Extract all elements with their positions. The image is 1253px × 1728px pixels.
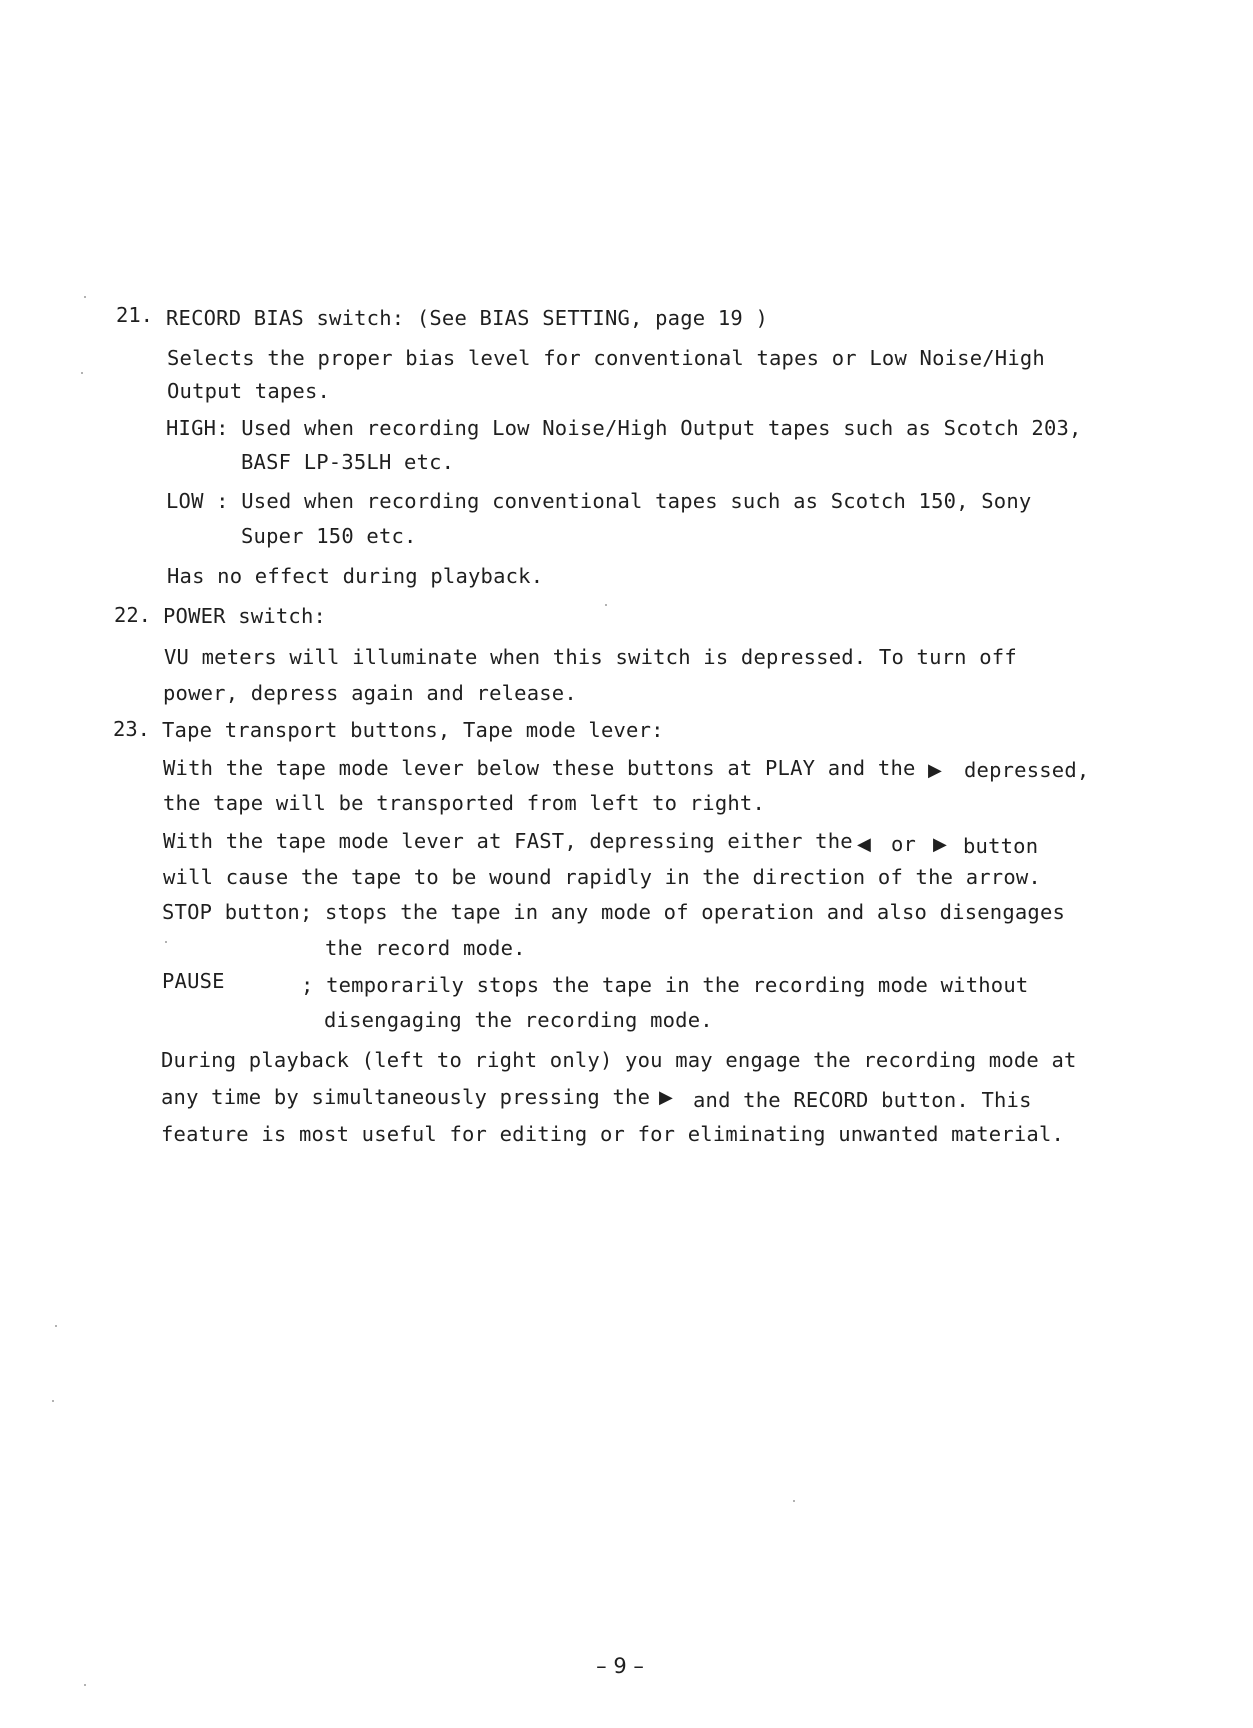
right-arrow-icon: ▶ <box>928 760 943 781</box>
scan-speck <box>605 604 607 606</box>
item-23-line: During playback (left to right only) you may engage the recording mode at <box>161 1048 1077 1072</box>
item-23-line: will cause the tape to be wound rapidly in the direction of the arrow. <box>163 865 1041 889</box>
item-21-line: Output tapes. <box>167 379 331 403</box>
scan-speck <box>55 1325 57 1327</box>
item-23-pause-label: PAUSE <box>162 969 225 993</box>
item-21-low-line: LOW : Used when recording conventional tapes such as Scotch 150, Sony <box>166 489 1032 513</box>
item-23-line: the record mode. <box>325 936 526 960</box>
item-23-line: feature is most useful for editing or for eliminating unwanted material. <box>161 1122 1065 1146</box>
item-21-number: 21. <box>116 303 154 327</box>
scan-speck <box>81 372 83 374</box>
item-23-title: Tape transport buttons, Tape mode lever: <box>162 718 664 742</box>
scan-speck <box>84 1684 86 1686</box>
item-23-number: 23. <box>113 717 151 741</box>
item-23-line: With the tape mode lever below these buttons at PLAY and the <box>163 756 916 780</box>
item-23-pause-line: ; temporarily stops the tape in the recording mode without <box>301 973 1029 997</box>
item-23-line: depressed, <box>964 758 1090 782</box>
item-23-line: With the tape mode lever at FAST, depressing either the <box>163 829 853 853</box>
scan-speck <box>52 1400 54 1402</box>
item-22-title: POWER switch: <box>163 604 327 628</box>
left-arrow-icon: ◀ <box>857 834 872 855</box>
scan-speck <box>165 941 167 943</box>
item-23-line: disengaging the recording mode. <box>324 1008 713 1032</box>
item-22-line: VU meters will illuminate when this switch is depressed. To turn off <box>164 645 1017 669</box>
item-23-line: and the RECORD button. This <box>693 1088 1032 1112</box>
right-arrow-icon: ▶ <box>933 834 948 855</box>
item-22-line: power, depress again and release. <box>163 681 577 705</box>
scan-speck <box>793 1500 795 1502</box>
item-23-line: any time by simultaneously pressing the <box>161 1085 651 1109</box>
item-22-number: 22. <box>114 603 152 627</box>
right-arrow-icon: ▶ <box>659 1087 674 1108</box>
item-23-line: the tape will be transported from left to right. <box>163 791 766 815</box>
item-23-stop-line: STOP button; stops the tape in any mode of operation and also disengages <box>162 900 1066 924</box>
item-23-line: button <box>963 834 1039 858</box>
item-21-line: Super 150 etc. <box>241 524 417 548</box>
page-number: – 9 – <box>596 1654 644 1678</box>
item-21-line: Selects the proper bias level for conventional tapes or Low Noise/High <box>167 346 1045 370</box>
scan-speck <box>84 296 86 298</box>
item-23-line: or <box>891 832 917 856</box>
item-21-line: BASF LP-35LH etc. <box>241 450 455 474</box>
item-21-title: RECORD BIAS switch: (See BIAS SETTING, page 19 ) <box>166 306 769 330</box>
item-21-high-line: HIGH: Used when recording Low Noise/High Output tapes such as Scotch 203, <box>166 416 1082 440</box>
item-21-line: Has no effect during playback. <box>167 564 544 588</box>
